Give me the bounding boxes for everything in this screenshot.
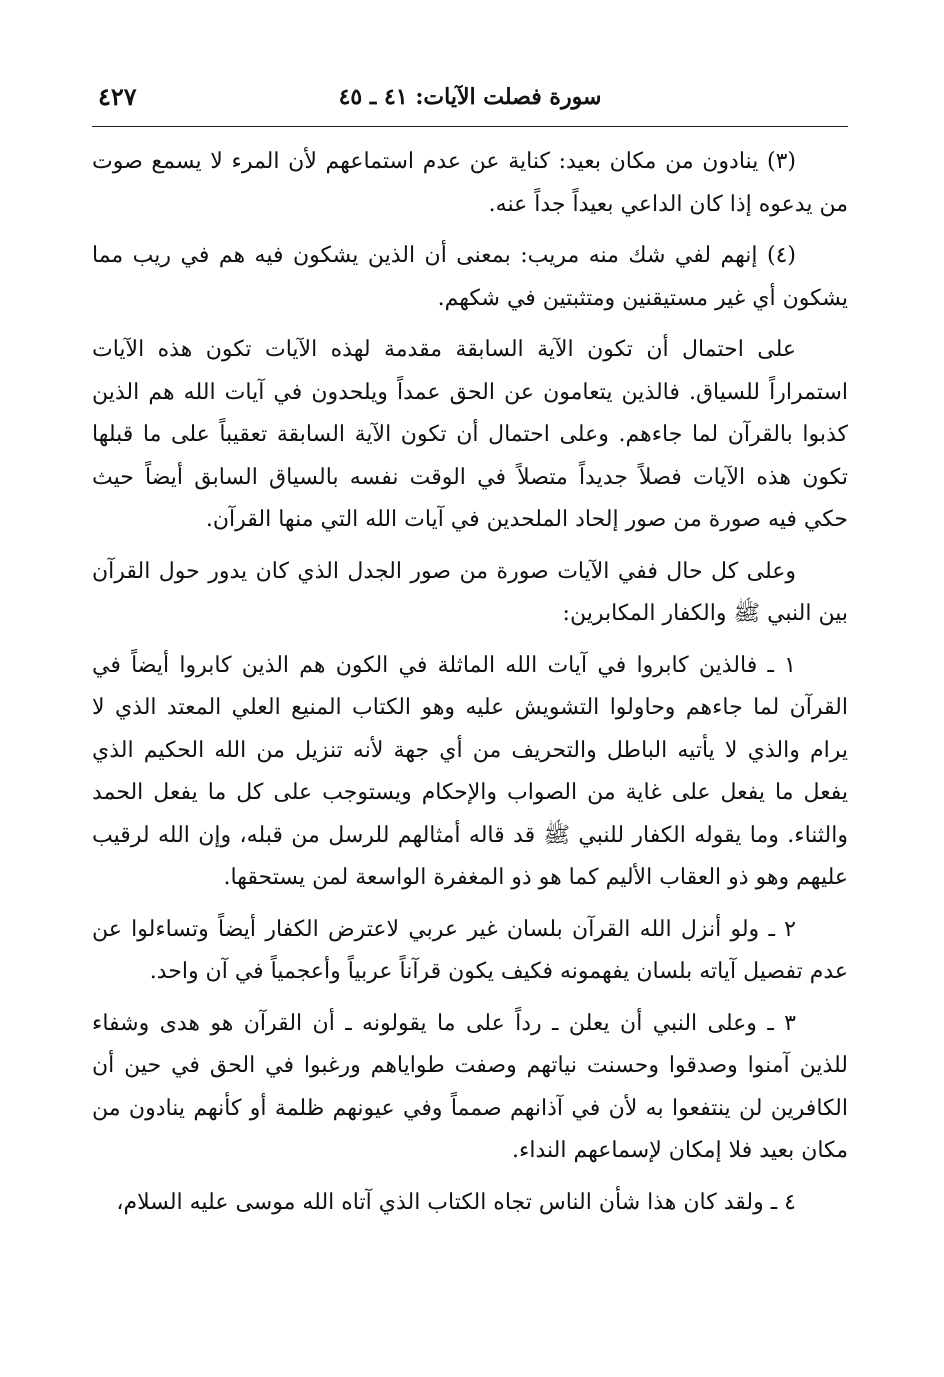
paragraph-point-3: ٣ ـ وعلى النبي أن يعلن ـ رداً على ما يقولونه ـ أن القرآن هو هدى وشفاء للذين آمنوا وصدقوا وحسنت نياتهم وصفت طواياهم ورغبوا في الحق في حين أن الكافرين لن ينتفعوا به لأن في آذانهم صمماً وفي عيونهم ظلمة أو كأنهم ينادون من مكان بعيد فلا إمكان لإسماعهم النداء.: [92, 1010, 848, 1163]
paragraph-summary: وعلى كل حال ففي الآيات صورة من صور الجدل الذي كان يدور حول القرآن بين النبي ﷺ والكفار المكابرين:: [92, 558, 848, 626]
paragraph-context: على احتمال أن تكون الآية السابقة مقدمة لهذه الآيات تكون هذه الآيات استمراراً للسياق. فالذين يتعامون عن الحق عمداً ويلحدون في آيات الله هم الذين كذبوا بالقرآن لما جاءهم. وعلى احتمال أن تكون الآية السابقة تعقيباً على ما قبلها تكون هذه الآيات فصلاً جديداً متصلاً في الوقت نفسه بالسياق السابق أيضاً حيث حكي فيه صورة من صور إلحاد الملحدين في آيات الله التي منها القرآن.: [92, 337, 848, 532]
footnote-4: (٤) إنهم لفي شك منه مريب: بمعنى أن الذين يشكون فيه هم في ريب مما يشكون أي غير مستيقنين ومتثبتين في شكهم.: [92, 243, 848, 311]
paragraph-point-4: ٤ ـ ولقد كان هذا شأن الناس تجاه الكتاب الذي آتاه الله موسى عليه السلام،: [116, 1189, 796, 1215]
header-title: سورة فصلت الآيات: ٤١ ـ ٤٥: [338, 84, 602, 110]
paragraph-point-2: ٢ ـ ولو أنزل الله القرآن بلسان غير عربي لاعترض الكفار أيضاً وتساءلوا عن عدم تفصيل آياته بلسان يفهمونه فكيف يكون قرآناً عربياً وأعجمياً في آن واحد.: [92, 916, 848, 984]
book-page: [92, 70, 848, 1233]
running-header: [92, 70, 848, 127]
paragraph-point-1: ١ ـ فالذين كابروا في آيات الله الماثلة في الكون هم الذين كابروا أيضاً في القرآن لما جاءهم وحاولوا التشويش عليه وهو الكتاب المنيع العلي المعتد الذي لا يرام والذي لا يأتيه الباطل والتحريف من أي جهة لأنه تنزيل من الله الحكيم الذي يفعل ما يفعل على غاية من الصواب والإحكام ويستوجب على كل ما يفعل الحمد والثناء. وما يقوله الكفار للنبي ﷺ قد قاله أمثالهم للرسل من قبله، وإن الله لرقيب عليهم وهو ذو العقاب الأليم كما هو ذو المغفرة الواسعة لمن يستحقها.: [92, 652, 848, 890]
body-text: [92, 141, 848, 1224]
footnote-3: (٣) ينادون من مكان بعيد: كناية عن عدم استماعهم لأن المرء لا يسمع صوت من يدعوه إذا كان الداعي بعيداً جداً عنه.: [92, 149, 848, 217]
page-number: ٤٢٧: [98, 82, 137, 111]
